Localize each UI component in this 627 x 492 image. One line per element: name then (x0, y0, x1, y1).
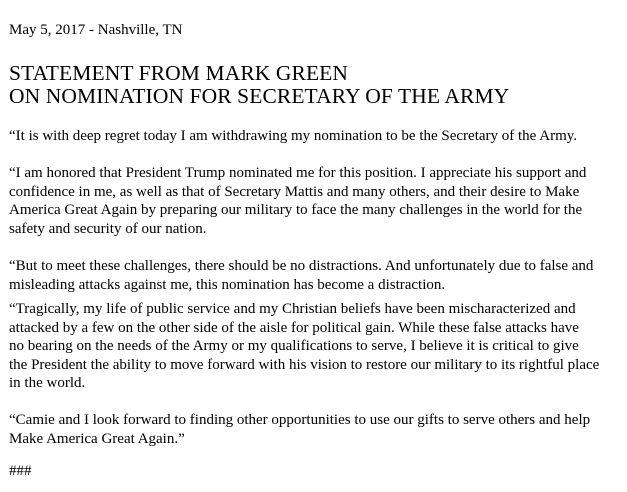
paragraph-distractions (9, 257, 621, 294)
paragraph-closing (9, 411, 621, 448)
paragraph-line: safety and security of our nation. (9, 220, 207, 237)
dateline: May 5, 2017 - Nashville, TN (9, 22, 183, 38)
paragraph-line: “Camie and I look forward to finding other opportunities to use our gifts to serve others and help (9, 412, 591, 428)
title-line-2: ON NOMINATION FOR SECRETARY OF THE ARMY (9, 84, 510, 108)
paragraph-line: confidence in me, as well as that of Secretary Mattis and many others, and their desire to Make (9, 183, 580, 200)
paragraph-line: “But to meet these challenges, there should be no distractions. And unfortunately due to false and (9, 258, 594, 274)
paragraph-honored (9, 164, 621, 238)
statement-title (9, 62, 509, 108)
paragraph-tragically (9, 300, 621, 393)
paragraph-line: attacked by a few on the other side of the aisle for political gain. While these false attacks have (9, 319, 579, 336)
paragraph-line: “I am honored that President Trump nominated me for this position. I appreciate his support and (9, 165, 587, 181)
paragraph-line: “Tragically, my life of public service and my Christian beliefs have been mischaracterized and (9, 301, 576, 317)
title-line-1: STATEMENT FROM MARK GREEN (9, 61, 349, 85)
paragraph-line: “It is with deep regret today I am withdrawing my nomination to be the Secretary of the Army. (9, 128, 578, 144)
end-marker: ### (9, 463, 32, 479)
paragraph-line: misleading attacks against me, this nomination has become a distraction. (9, 276, 446, 293)
paragraph-line: America Great Again by preparing our military to face the many challenges in the world for the (9, 202, 583, 219)
paragraph-line: no bearing on the needs of the Army or my qualifications to serve, I believe it is critical to give (9, 338, 579, 355)
paragraph-line: Make America Great Again.” (9, 430, 185, 447)
paragraph-line: the President the ability to move forward with his vision to restore our military to its rightful place (9, 356, 600, 373)
paragraph-line: in the world. (9, 375, 86, 392)
paragraph-withdrawal (9, 127, 621, 146)
